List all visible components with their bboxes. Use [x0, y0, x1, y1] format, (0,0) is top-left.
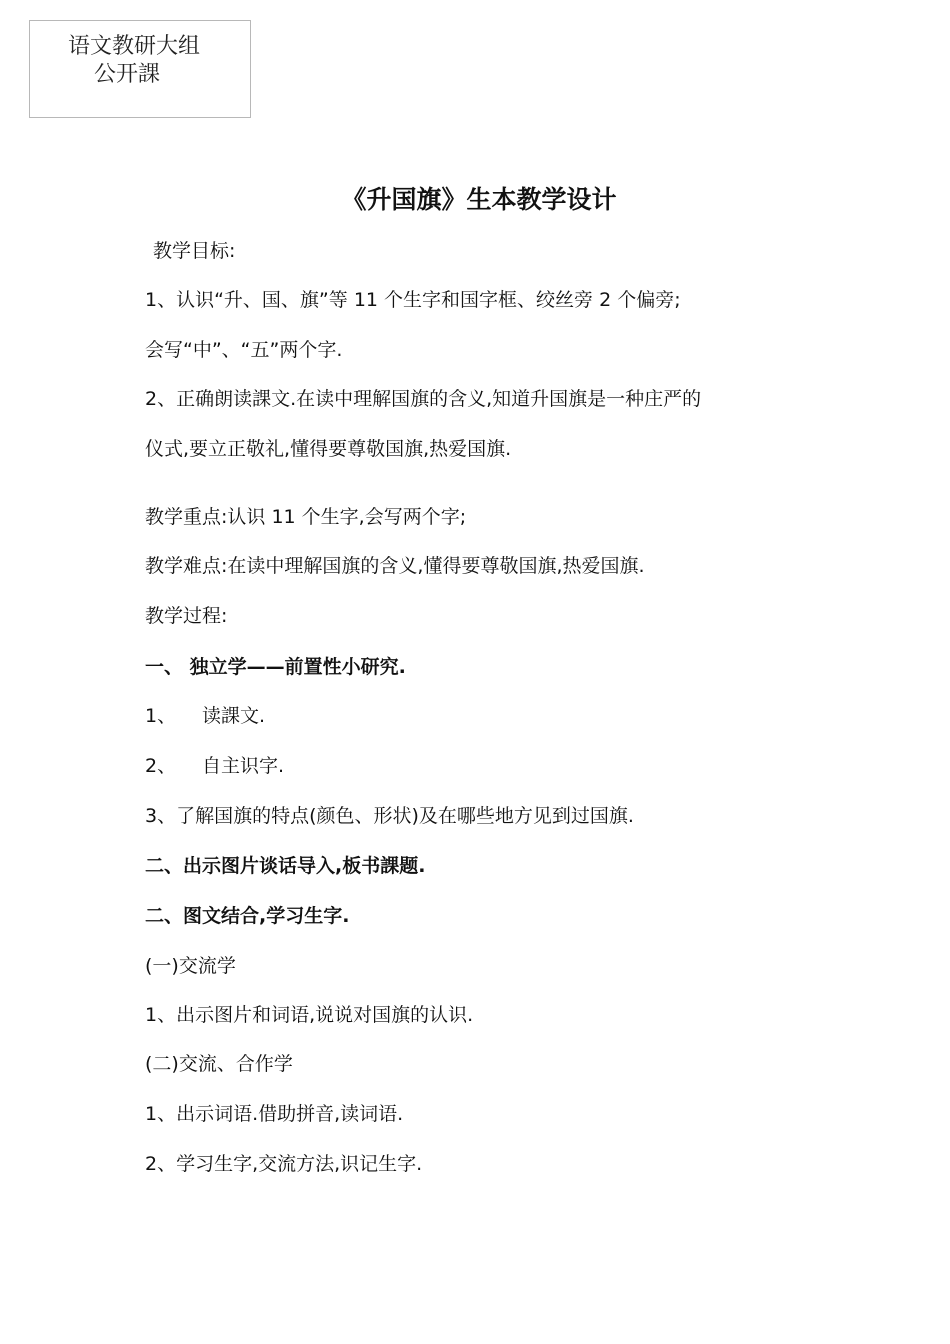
step-2 [145, 753, 284, 779]
stamp-line-1: 语文教研大组 [68, 34, 201, 59]
key-point-paragraph [145, 504, 466, 530]
objective-1-line-1: 1、认识“升、国、旗”等 11 个生字和国字框、绞丝旁 2 个偏旁; [145, 289, 681, 311]
key-point-text: :认识 11 个生字,会写两个字; [221, 506, 467, 528]
step-3: 3、了解国旗的特点(颜色、形状)及在哪些地方见到过国旗. [145, 805, 634, 827]
key-point-label: 教学重点 [145, 506, 222, 528]
step-1 [145, 703, 265, 729]
sub-1-item-1: 1、出示图片和词语,说说对国旗的认识. [145, 1004, 474, 1026]
section-3-heading: 二、图文结合,学习生字. [145, 905, 350, 927]
objective-1-line-2: 会写“中”、“五”两个字. [145, 339, 343, 361]
step-2-number: 2、 [145, 755, 177, 777]
sub-2-item-2: 2、学习生字,交流方法,识记生字. [145, 1153, 423, 1175]
step-1-number: 1、 [145, 705, 177, 727]
objectives-heading: 教学目标: [153, 240, 236, 262]
sub-2-item-1: 1、出示词语.借助拼音,读词语. [145, 1103, 404, 1125]
sub-1-heading: (一)交流学 [145, 955, 236, 977]
header-stamp-box [29, 20, 251, 118]
objective-2-line-1: 2、正确朗读課文.在读中理解国旗的含义,知道升国旗是一种庄严的 [145, 388, 702, 410]
difficulty-label: 教学难点 [145, 555, 222, 577]
difficulty-paragraph [145, 553, 645, 579]
sub-2-heading: (二)交流、合作学 [145, 1053, 293, 1075]
stamp-line-2: 公开課 [94, 62, 161, 87]
difficulty-text: :在读中理解国旗的含义,懂得要尊敬国旗,热爱国旗. [221, 555, 645, 577]
document-title: 《升国旗》生本教学设计 [341, 185, 617, 214]
process-heading: 教学过程: [145, 605, 228, 627]
step-1-text: 读課文. [202, 705, 266, 727]
step-2-text: 自主识字. [202, 755, 285, 777]
section-1-heading: 一、 独立学——前置性小研究. [145, 656, 406, 678]
section-2-heading: 二、出示图片谈话导入,板书課题. [145, 855, 426, 877]
objective-2-line-2: 仪式,要立正敬礼,懂得要尊敬国旗,热爱国旗. [145, 438, 512, 460]
